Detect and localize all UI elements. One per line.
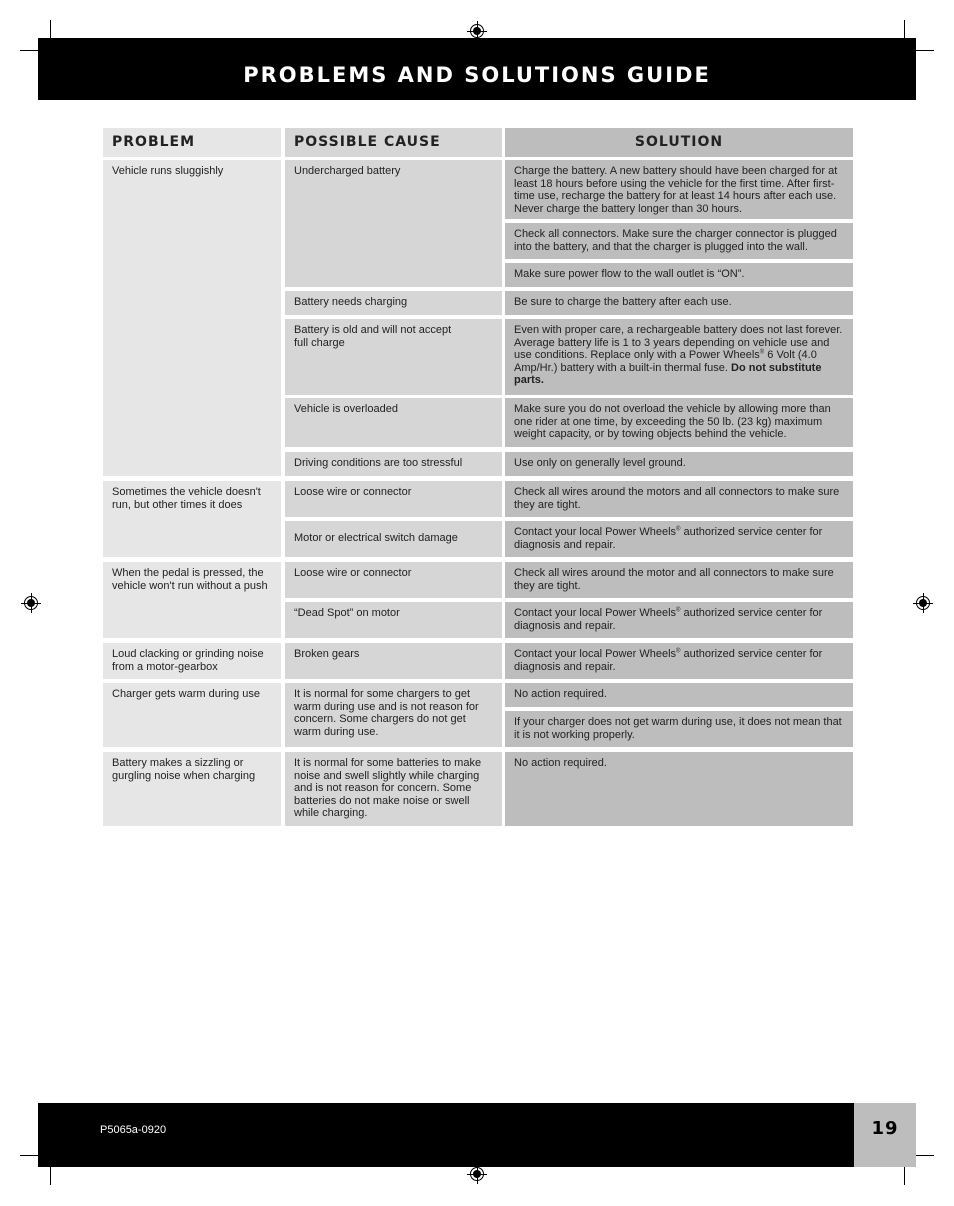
problem-cell: Loud clacking or grinding noise from a motor-gearbox bbox=[103, 643, 281, 679]
solution-cell bbox=[505, 602, 853, 638]
registration-mark-icon bbox=[24, 596, 38, 610]
page-number: 19 bbox=[871, 1118, 899, 1139]
page-title: PROBLEMS AND SOLUTIONS GUIDE bbox=[243, 63, 711, 87]
header-bar bbox=[38, 38, 916, 100]
cause-cell: Loose wire or connector bbox=[285, 562, 502, 598]
cause-cell: Vehicle is overloaded bbox=[285, 398, 502, 447]
solution-cell: Use only on generally level ground. bbox=[505, 452, 853, 476]
cause-cell: Undercharged battery bbox=[285, 160, 502, 287]
solution-cell: Check all wires around the motor and all connectors to make sure they are tight. bbox=[505, 562, 853, 598]
registration-mark-icon bbox=[470, 1167, 484, 1181]
cause-cell: Battery needs charging bbox=[285, 291, 502, 315]
solution-cell bbox=[505, 643, 853, 679]
solution-cell: Check all wires around the motors and all connectors to make sure they are tight. bbox=[505, 481, 853, 517]
column-header-solution: SOLUTION bbox=[505, 128, 853, 157]
solution-cell: Be sure to charge the battery after each use. bbox=[505, 291, 853, 315]
solution-text: Contact your local Power Wheels bbox=[514, 526, 677, 538]
cause-cell: Loose wire or connector bbox=[285, 481, 502, 517]
solution-text: authorized service center for diagnosis and repair. bbox=[514, 648, 823, 673]
registration-mark-icon bbox=[916, 596, 930, 610]
problem-cell: Vehicle runs sluggishly bbox=[103, 160, 281, 476]
solution-cell bbox=[505, 319, 853, 395]
solution-cell: Check all connectors. Make sure the charger connector is plugged into the battery, and that the charger is plugged into the wall. bbox=[505, 223, 853, 259]
solution-cell: Charge the battery. A new battery should have been charged for at least 18 hours before using the vehicle for the first time. After first-time use, recharge the battery for at least 14 hours after each use. Never charge the battery longer than 30 hours. bbox=[505, 160, 853, 219]
solution-cell: No action required. bbox=[505, 683, 853, 707]
page-number-box bbox=[854, 1103, 916, 1167]
solution-text: 6 Volt (4.0 Amp/Hr.) battery with a built-in thermal fuse. bbox=[514, 349, 817, 374]
cause-cell: Broken gears bbox=[285, 643, 502, 679]
solution-text: Contact your local Power Wheels bbox=[514, 648, 677, 660]
problem-cell: Battery makes a sizzling or gurgling noise when charging bbox=[103, 752, 281, 826]
cause-cell: Motor or electrical switch damage bbox=[285, 521, 502, 557]
column-header-possible-cause: POSSIBLE CAUSE bbox=[285, 128, 502, 157]
solution-cell: Make sure you do not overload the vehicle by allowing more than one rider at one time, by exceeding the 50 lb. (23 kg) maximum weight capacity, or by towing objects behind the vehicle. bbox=[505, 398, 853, 447]
cause-cell: Battery is old and will not accept full charge bbox=[285, 319, 502, 395]
document-code: P5065a-0920 bbox=[100, 1124, 167, 1136]
cause-cell: It is normal for some batteries to make noise and swell slightly while charging and is not reason for concern. Some batteries do not make noise or swell while charging. bbox=[285, 752, 502, 826]
solution-text: authorized service center for diagnosis and repair. bbox=[514, 607, 823, 632]
registered-mark: ® bbox=[676, 648, 681, 655]
solution-text: Contact your local Power Wheels bbox=[514, 607, 677, 619]
solution-cell: No action required. bbox=[505, 752, 853, 826]
solution-warning: Do not substitute parts. bbox=[514, 361, 822, 387]
problem-cell: Sometimes the vehicle doesn't run, but other times it does bbox=[103, 481, 281, 557]
solution-cell: Make sure power flow to the wall outlet is “ON”. bbox=[505, 263, 853, 287]
footer-bar bbox=[38, 1103, 854, 1167]
solution-text: authorized service center for diagnosis and repair. bbox=[514, 526, 823, 551]
column-header-problem: PROBLEM bbox=[103, 128, 281, 157]
registration-mark-icon bbox=[470, 24, 484, 38]
registered-mark: ® bbox=[676, 526, 681, 533]
solution-cell: If your charger does not get warm during use, it does not mean that it is not working properly. bbox=[505, 711, 853, 747]
registered-mark: ® bbox=[759, 349, 765, 356]
problem-cell: When the pedal is pressed, the vehicle won't run without a push bbox=[103, 562, 281, 638]
solution-text: Even with proper care, a rechargeable battery does not last forever. Average battery life is 1 to 3 years depending on vehicle use and use conditions. Replace only with a Power Wheels bbox=[514, 324, 843, 362]
problem-cell: Charger gets warm during use bbox=[103, 683, 281, 747]
cause-cell: “Dead Spot” on motor bbox=[285, 602, 502, 638]
cause-cell: Driving conditions are too stressful bbox=[285, 452, 502, 476]
registered-mark: ® bbox=[676, 607, 681, 614]
cause-cell: It is normal for some chargers to get warm during use and is not reason for concern. Some chargers do not get warm during use. bbox=[285, 683, 502, 747]
solution-cell bbox=[505, 521, 853, 557]
